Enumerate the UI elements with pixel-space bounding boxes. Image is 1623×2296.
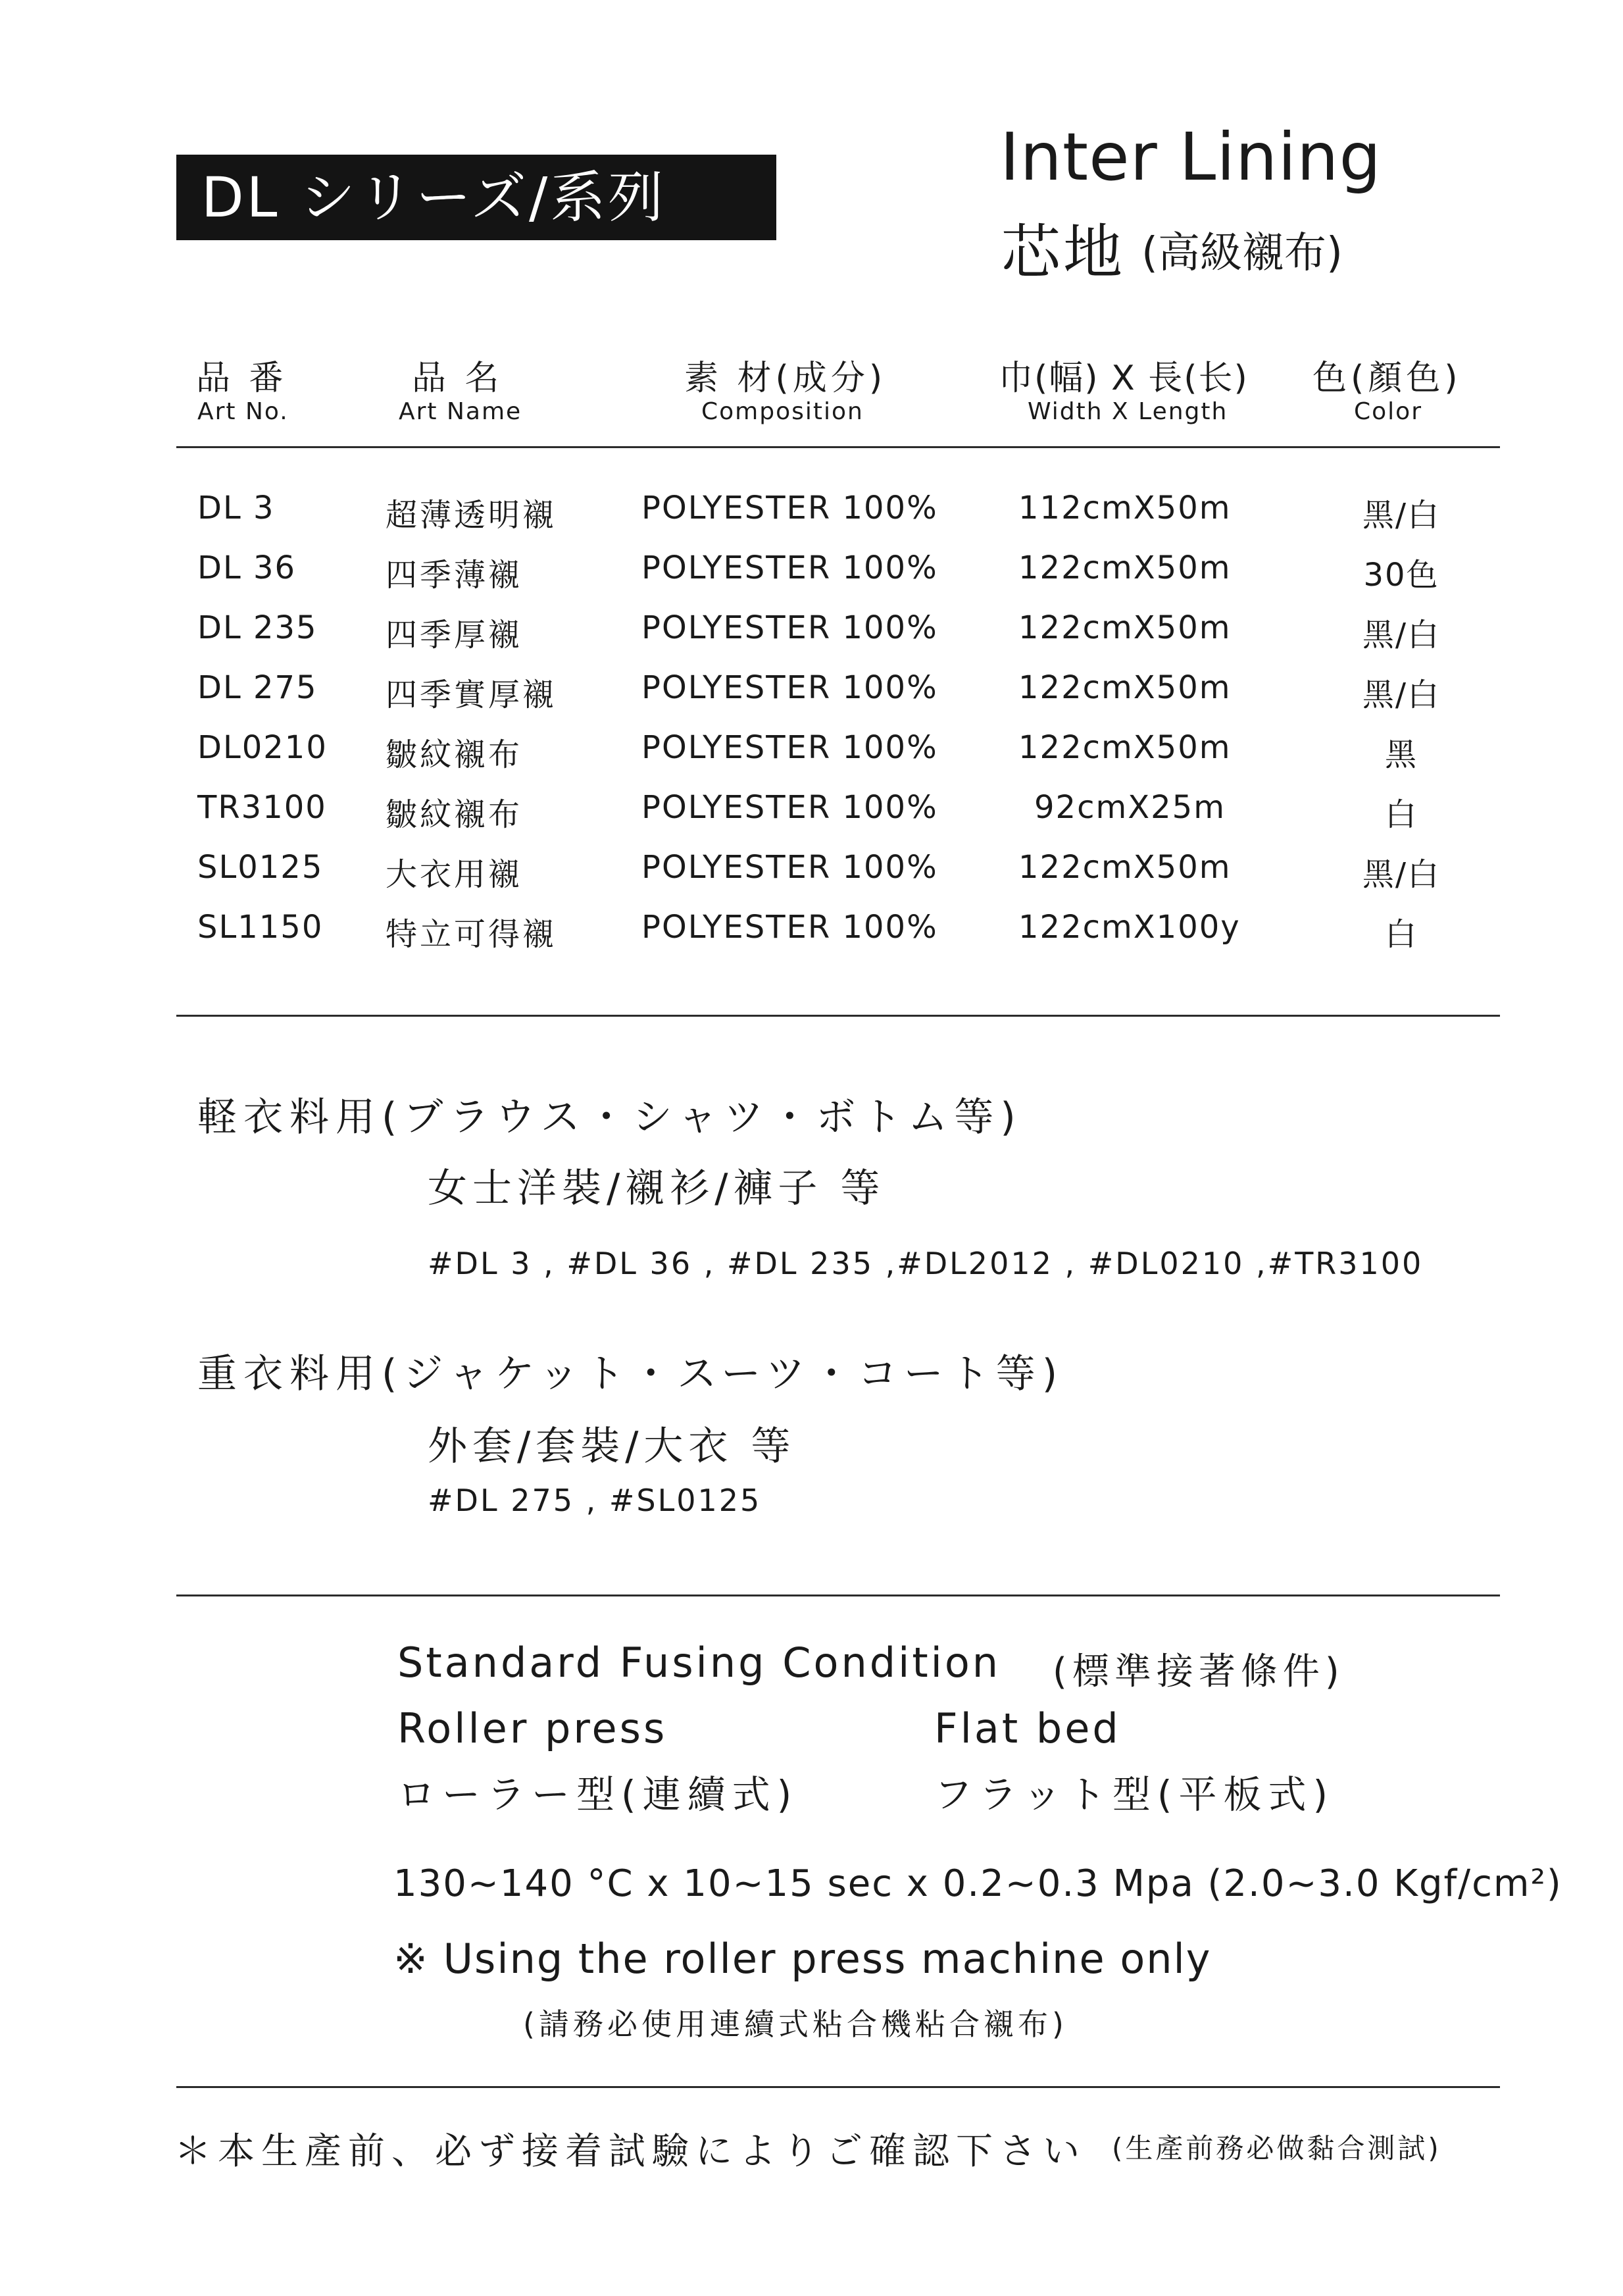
table-header-divider xyxy=(176,446,1500,448)
column-header-art-no: 品 番 xyxy=(196,359,287,398)
size-cell: 122cmX50m xyxy=(1018,669,1232,706)
color-cell: 黑/白 xyxy=(1362,497,1441,534)
art-name-cell: 皺紋襯布 xyxy=(386,796,523,833)
composition-cell: POLYESTER 100% xyxy=(641,909,938,946)
fusing-parameters: 130~140 °C x 10~15 sec x 0.2~0.3 Mpa (2.0~3.0 Kgf/cm²) xyxy=(393,1862,1562,1905)
flat-bed-jp: フラット型(平板式) xyxy=(934,1772,1335,1817)
roller-press-en: Roller press xyxy=(397,1704,668,1752)
table-bottom-divider xyxy=(176,1015,1500,1017)
color-cell: 黑/白 xyxy=(1362,676,1441,713)
series-label: DL シリーズ/系列 xyxy=(176,155,776,240)
table-row xyxy=(0,789,1623,850)
title-chinese-sub: (高級襯布) xyxy=(1141,229,1343,278)
size-cell: 92cmX25m xyxy=(1034,789,1226,826)
art-name-cell: 四季厚襯 xyxy=(386,617,523,653)
color-cell: 白 xyxy=(1384,916,1418,953)
light-fabric-heading: 軽衣料用(ブラウス・シャツ・ボトム等) xyxy=(197,1094,1022,1140)
size-cell: 122cmX50m xyxy=(1018,609,1232,646)
color-cell: 黑/白 xyxy=(1362,856,1441,893)
size-cell: 122cmX100y xyxy=(1018,909,1241,946)
composition-cell: POLYESTER 100% xyxy=(641,609,938,646)
column-header-art-name: 品 名 xyxy=(412,359,503,398)
title-chinese: 芯地 xyxy=(1001,218,1125,287)
light-fabric-subtitle: 女士洋裝/襯衫/褲子 等 xyxy=(428,1165,886,1212)
heavy-fabric-codes: #DL 275 , #SL0125 xyxy=(428,1483,762,1518)
color-cell: 30色 xyxy=(1363,557,1439,594)
column-subheader-size: Width X Length xyxy=(1028,398,1228,425)
size-cell: 122cmX50m xyxy=(1018,729,1232,766)
column-subheader-art-name: Art Name xyxy=(399,398,522,425)
column-subheader-color: Color xyxy=(1354,398,1422,425)
size-cell: 112cmX50m xyxy=(1018,490,1232,526)
table-row xyxy=(0,909,1623,969)
fusing-title-cn: (標準接著條件) xyxy=(1053,1650,1345,1693)
size-cell: 122cmX50m xyxy=(1018,549,1232,586)
table-row xyxy=(0,669,1623,730)
column-header-composition: 素 材(成分) xyxy=(684,359,887,398)
art-name-cell: 皺紋襯布 xyxy=(386,736,523,773)
art-name-cell: 四季薄襯 xyxy=(386,557,523,594)
art-name-cell: 大衣用襯 xyxy=(386,856,523,893)
fusing-title-en: Standard Fusing Condition xyxy=(397,1639,1001,1687)
column-header-color: 色(顏色) xyxy=(1312,359,1462,398)
roller-press-note: ※ Using the roller press machine only xyxy=(393,1935,1212,1983)
color-cell: 黑/白 xyxy=(1362,617,1441,653)
art-no-cell: TR3100 xyxy=(197,789,327,826)
roller-press-note-cn: (請務必使用連續式粘合機粘合襯布) xyxy=(523,2006,1068,2042)
table-row xyxy=(0,549,1623,610)
art-no-cell: SL1150 xyxy=(197,909,324,946)
footer-notice: ＊本生產前、必ず接着試驗によりご確認下さい xyxy=(174,2130,1086,2173)
column-subheader-art-no: Art No. xyxy=(197,398,289,425)
table-row xyxy=(0,490,1623,550)
color-cell: 黑 xyxy=(1384,736,1418,773)
art-name-cell: 四季實厚襯 xyxy=(386,676,557,713)
table-row xyxy=(0,849,1623,909)
composition-cell: POLYESTER 100% xyxy=(641,729,938,766)
composition-cell: POLYESTER 100% xyxy=(641,669,938,706)
art-name-cell: 特立可得襯 xyxy=(386,916,557,953)
fusing-divider xyxy=(176,2086,1500,2088)
table-row xyxy=(0,609,1623,670)
footer-notice-sub: (生產前務必做黏合測試) xyxy=(1112,2132,1441,2164)
column-header-size: 巾(幅) X 長(长) xyxy=(999,359,1249,398)
light-fabric-codes: #DL 3 , #DL 36 , #DL 235 ,#DL2012 , #DL0210 ,#TR3100 xyxy=(428,1246,1424,1281)
flat-bed-en: Flat bed xyxy=(934,1704,1121,1752)
heavy-fabric-subtitle: 外套/套裝/大衣 等 xyxy=(428,1423,796,1469)
art-no-cell: DL 3 xyxy=(197,490,275,526)
art-no-cell: DL 235 xyxy=(197,609,318,646)
table-row xyxy=(0,729,1623,790)
heavy-fabric-heading: 重衣料用(ジャケット・スーツ・コート等) xyxy=(197,1351,1064,1397)
art-name-cell: 超薄透明襯 xyxy=(386,497,557,534)
roller-press-jp: ローラー型(連續式) xyxy=(397,1772,799,1817)
art-no-cell: DL0210 xyxy=(197,729,328,766)
title-english: Inter Lining xyxy=(1000,118,1382,195)
composition-cell: POLYESTER 100% xyxy=(641,849,938,886)
composition-cell: POLYESTER 100% xyxy=(641,549,938,586)
art-no-cell: DL 275 xyxy=(197,669,318,706)
art-no-cell: SL0125 xyxy=(197,849,324,886)
composition-cell: POLYESTER 100% xyxy=(641,490,938,526)
art-no-cell: DL 36 xyxy=(197,549,297,586)
size-cell: 122cmX50m xyxy=(1018,849,1232,886)
usage-divider xyxy=(176,1594,1500,1596)
composition-cell: POLYESTER 100% xyxy=(641,789,938,826)
color-cell: 白 xyxy=(1384,796,1418,833)
column-subheader-composition: Composition xyxy=(701,398,864,425)
